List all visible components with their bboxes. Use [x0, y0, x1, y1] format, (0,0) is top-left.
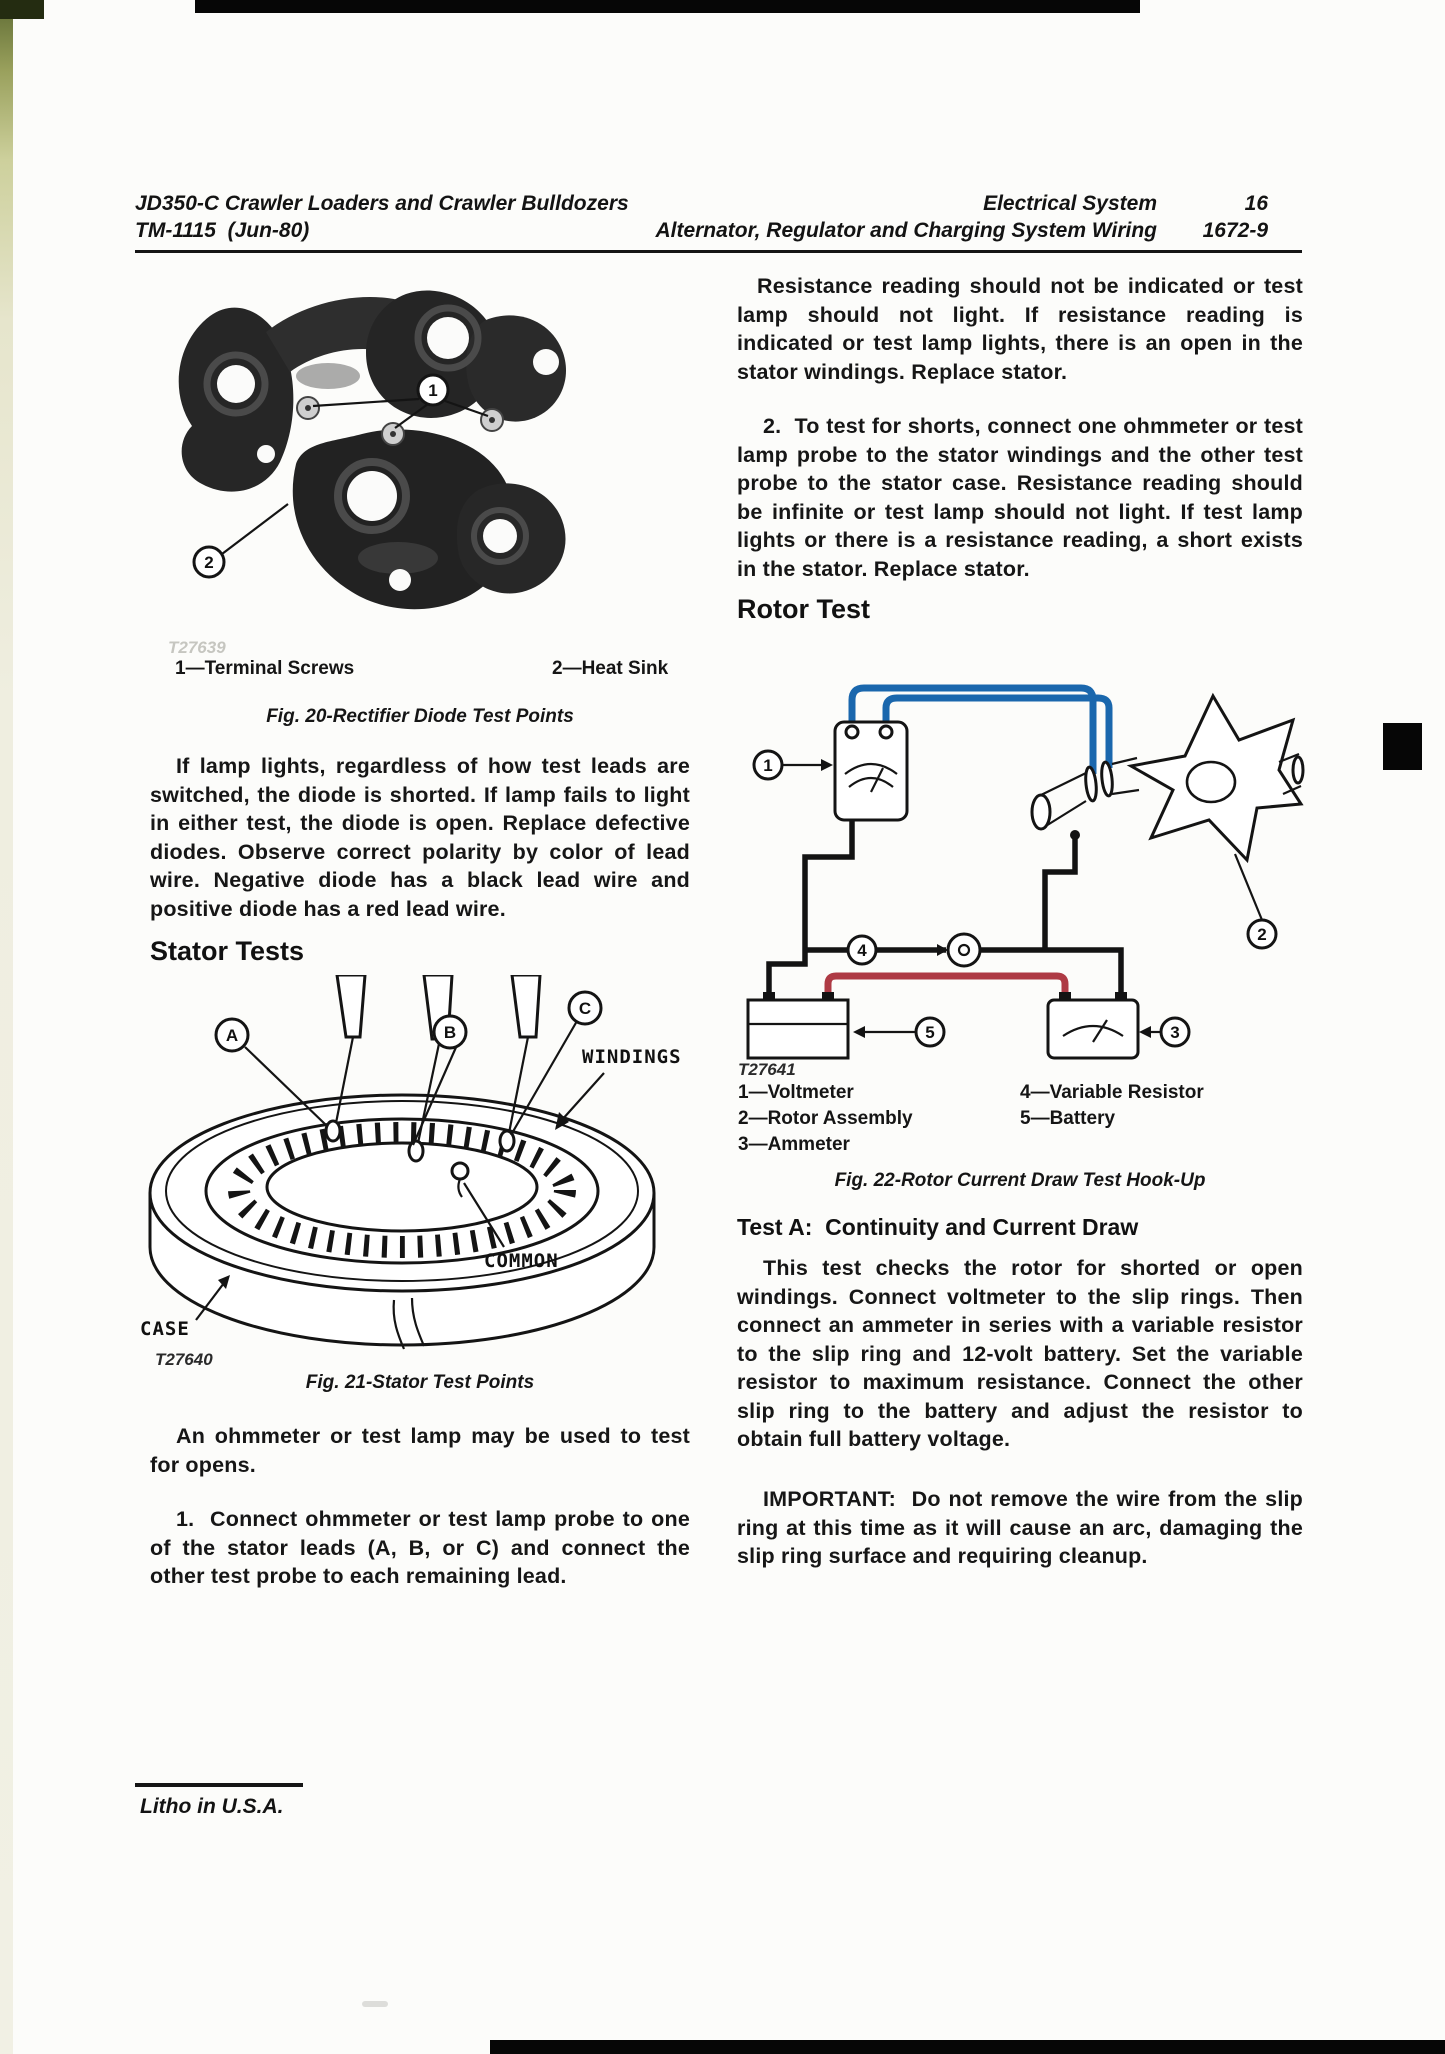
header-subtitle-left: TM-1115 (Jun-80)	[135, 219, 310, 242]
paragraph-connect-probe: 1. Connect ohmmeter or test lamp probe to one of the stator leads (A, B, or C) and connect the other test probe to each remaining lead.	[150, 1507, 690, 1588]
header-rule	[135, 250, 1302, 253]
red-wire	[828, 976, 1065, 996]
fig20-rectifier-photo	[148, 258, 628, 648]
fig20-callout-2-label: 2	[204, 553, 214, 572]
scan-top-bar	[195, 0, 1140, 13]
fig20-caption: Fig. 20-Rectifier Diode Test Points	[266, 706, 574, 727]
fig22-legend-item-5: 5—Battery	[1020, 1108, 1116, 1129]
svg-text:COMMON: COMMON	[484, 1250, 559, 1272]
fig22-callout-4	[848, 936, 948, 964]
svg-text:4: 4	[857, 941, 867, 960]
rotor-test-heading: Rotor Test	[737, 594, 870, 624]
stator-tests-heading: Stator Tests	[150, 936, 305, 966]
paragraph-ohmmeter: An ohmmeter or test lamp may be used to test for opens.	[150, 1424, 690, 1477]
fig22-legend-item-1: 1—Voltmeter	[738, 1082, 854, 1103]
scan-corner-mark	[0, 0, 44, 19]
scan-edge-strip	[0, 0, 13, 2054]
fig21-photo-id: T27640	[155, 1350, 213, 1369]
paragraph-diode-results: If lamp lights, regardless of how test leads are switched, the diode is shorted. If lamp fails to light in either test, the diode is open. Replace defective diodes. Observe correct polarity by color of lead wire. Negative diode has a black lead wire and positive diode has a red lead wire.	[150, 754, 690, 921]
battery-symbol	[748, 992, 848, 1058]
svg-text:1: 1	[763, 756, 773, 775]
paragraph-resistance-reading: Resistance reading should not be indicated or test lamp should not light. If resistance reading is indicated or test lamp lights, there is an open in the stator windings. Replace stator.	[737, 274, 1303, 384]
header-section-number: 1672-9	[1202, 219, 1268, 242]
test-a-heading: Test A: Continuity and Current Draw	[737, 1214, 1139, 1240]
fig22-callout-2	[1235, 854, 1276, 948]
fig21-windings-label	[555, 1046, 682, 1130]
black-wires	[769, 818, 1121, 996]
fig21-caption: Fig. 21-Stator Test Points	[305, 1372, 535, 1393]
fig20-legend-item-1: 1—Terminal Screws	[175, 658, 355, 679]
fig21-callout-a-label: A	[225, 1026, 239, 1045]
fig21-callout-c-label: C	[578, 999, 592, 1018]
fig22-legend-left	[738, 1080, 913, 1158]
paragraph-test-a: This test checks the rotor for shorted or open windings. Connect voltmeter to the slip rings. Then connect an ammeter in series with a variable resistor to the slip ring and 12-volt battery. Set the variable resistor to maximum resistance. Connect the other slip ring to the battery and adjust the resistor to obtain full battery voltage.	[737, 1256, 1303, 1451]
fig22-photo-id: T27641	[738, 1060, 796, 1079]
ammeter-symbol	[1048, 992, 1138, 1058]
stator-core-ring	[150, 1095, 654, 1291]
fig22-legend-item-2: 2—Rotor Assembly	[738, 1108, 913, 1129]
fig22-callout-5	[853, 1018, 944, 1046]
fig20-legend-item-2: 2—Heat Sink	[552, 658, 669, 679]
fig21-callout-b-label: B	[443, 1023, 457, 1042]
fig20-photo-id: T27639	[168, 638, 226, 657]
svg-text:CASE: CASE	[140, 1318, 190, 1340]
header-title-right: Electrical System	[983, 192, 1157, 215]
fig22-legend-item-3: 3—Ammeter	[738, 1134, 850, 1155]
fig21-stator-drawing	[112, 975, 712, 1365]
header-title-left: JD350-C Crawler Loaders and Crawler Bulldozers	[135, 192, 629, 215]
fig22-legend-right	[1020, 1080, 1204, 1132]
fig20-callout-1-label: 1	[428, 381, 438, 400]
litho-note: Litho in U.S.A.	[140, 1795, 284, 1818]
paragraph-important-note: IMPORTANT: Do not remove the wire from the slip ring at this time as it will cause an arc, damaging the slip ring surface and requiring cleanup.	[737, 1487, 1303, 1568]
slip-ring-terminal	[1070, 830, 1080, 840]
fig20-photo-mass	[179, 290, 566, 609]
scan-bottom-bar	[490, 2040, 1445, 2054]
fig22-caption: Fig. 22-Rotor Current Draw Test Hook-Up	[834, 1170, 1206, 1191]
fig22-callout-3	[1139, 1018, 1189, 1046]
scan-smudge	[362, 2001, 388, 2007]
svg-text:3: 3	[1170, 1023, 1180, 1042]
header-page-number: 16	[1244, 192, 1268, 215]
fig22-legend-item-4: 4—Variable Resistor	[1020, 1082, 1204, 1103]
svg-text:2: 2	[1257, 925, 1267, 944]
paragraph-shorts-test: 2. To test for shorts, connect one ohmmeter or test lamp probe to the stator windings and the other test probe to the stator case. Resistance reading should be infinite or test lamp should not light. If test lamp lights or there is a resistance reading, a short exists in the stator. Replace stator.	[737, 414, 1303, 581]
litho-rule	[135, 1783, 303, 1787]
header-subtitle-right: Alternator, Regulator and Charging System Wiring	[655, 219, 1157, 242]
fig20-callout-2	[194, 504, 288, 577]
svg-text:5: 5	[925, 1023, 935, 1042]
variable-resistor-symbol	[948, 934, 980, 966]
svg-text:WINDINGS: WINDINGS	[582, 1046, 682, 1068]
thumb-index-tab	[1383, 723, 1422, 770]
fig22-callout-1	[754, 751, 833, 779]
voltmeter-symbol	[835, 722, 907, 820]
fig22-rotor-test-diagram	[735, 662, 1305, 1062]
